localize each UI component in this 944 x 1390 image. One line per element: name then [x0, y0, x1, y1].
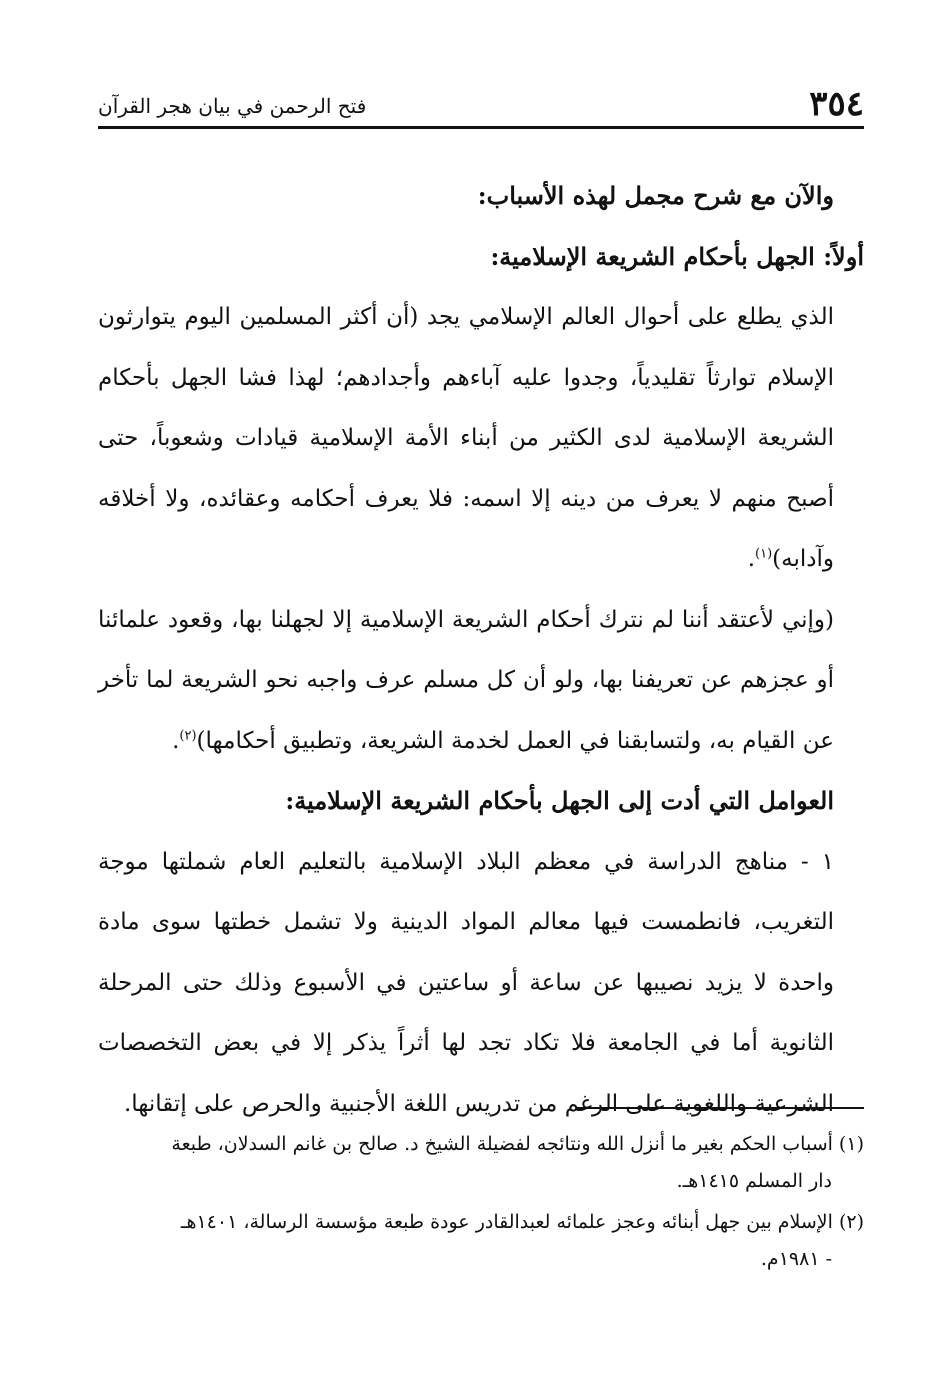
list-item-1: ١ - مناهج الدراسة في معظم البلاد الإسلامية بالتعليم العام شملتها موجة التغريب، فانطمست فيها معالم المواد الدينية ولا تشمل خطتها سوى مادة واحدة لا يزيد نصيبها عن ساعة أو ساعتين في الأسبوع وذلك حتى المرحلة الثانوية أما في الجامعة فلا تكاد تجد لها أثراً يذكر إلا في بعض التخصصات الشرعية واللغوية على الرغم من تدريس اللغة الأجنبية والحرص على إتقانها. [98, 848, 834, 1117]
footnote-1-line-1: (١) أسباب الحكم بغير ما أنزل الله ونتائجه لفضيلة الشيخ د. صالح بن غانم السدلان، طبعة [171, 1133, 864, 1155]
paragraph-1 [98, 287, 864, 590]
footnote-ref-2: (٢) [179, 727, 197, 743]
paragraph-1-text: الذي يطلع على أحوال العالم الإسلامي يجد (أن أكثر المسلمين اليوم يتوارثون الإسلام توارثاً تقليدياً، وجدوا عليه آباءهم وأجدادهم؛ لهذا فشا الجهل بأحكام الشريعة الإسلامية لدى الكثير من أبناء الأمة الإسلامية قيادات وشعوباً، حتى أصبح منهم لا يعرف من دينه إلا اسمه: فلا يعرف أحكامه وعقائده، ولا أخلاقه وآدابه) [98, 304, 834, 572]
footnote-ref-1: (١) [755, 546, 773, 562]
section-heading: أولاً: الجهل بأحكام الشريعة الإسلامية: [490, 241, 864, 271]
paragraph-2-text: (وإني لأعتقد أننا لم نترك أحكام الشريعة الإسلامية إلا لجهلنا بها، وقعود علمائنا أو عجزهم عن تعريفنا بها، ولو أن كل مسلم عرف واجبه نحو الشريعة لما تأخر عن القيام به، ولتسابقنا في العمل لخدمة الشريعة، وتطبيق أحكامها) [98, 606, 834, 754]
intro-line: والآن مع شرح مجمل لهذه الأسباب: [477, 181, 834, 210]
paragraph-2-end: . [172, 727, 180, 754]
page-header [98, 78, 864, 129]
paragraph-2 [98, 590, 864, 772]
footnote-2-line-2: - ١٩٨١م. [760, 1248, 832, 1270]
footnote-2-line-1: (٢) الإسلام بين جهل أبنائه وعجز علمائه لعبدالقادر عودة طبعة مؤسسة الرسالة، ١٤٠١هـ [180, 1211, 864, 1233]
factors-heading: العوامل التي أدت إلى الجهل بأحكام الشريعة الإسلامية: [285, 786, 834, 815]
footnote-divider [576, 1107, 864, 1109]
footnote-2 [98, 1204, 864, 1278]
running-title: فتح الرحمن في بيان هجر القرآن [98, 94, 367, 118]
footnote-1-line-2: دار المسلم ١٤١٥هـ. [676, 1170, 832, 1192]
footnotes [98, 1126, 864, 1282]
footnote-1 [98, 1126, 864, 1200]
page-number: ٣٥٤ [809, 84, 864, 124]
page-body [98, 166, 864, 1134]
paragraph-1-end: . [747, 546, 756, 572]
